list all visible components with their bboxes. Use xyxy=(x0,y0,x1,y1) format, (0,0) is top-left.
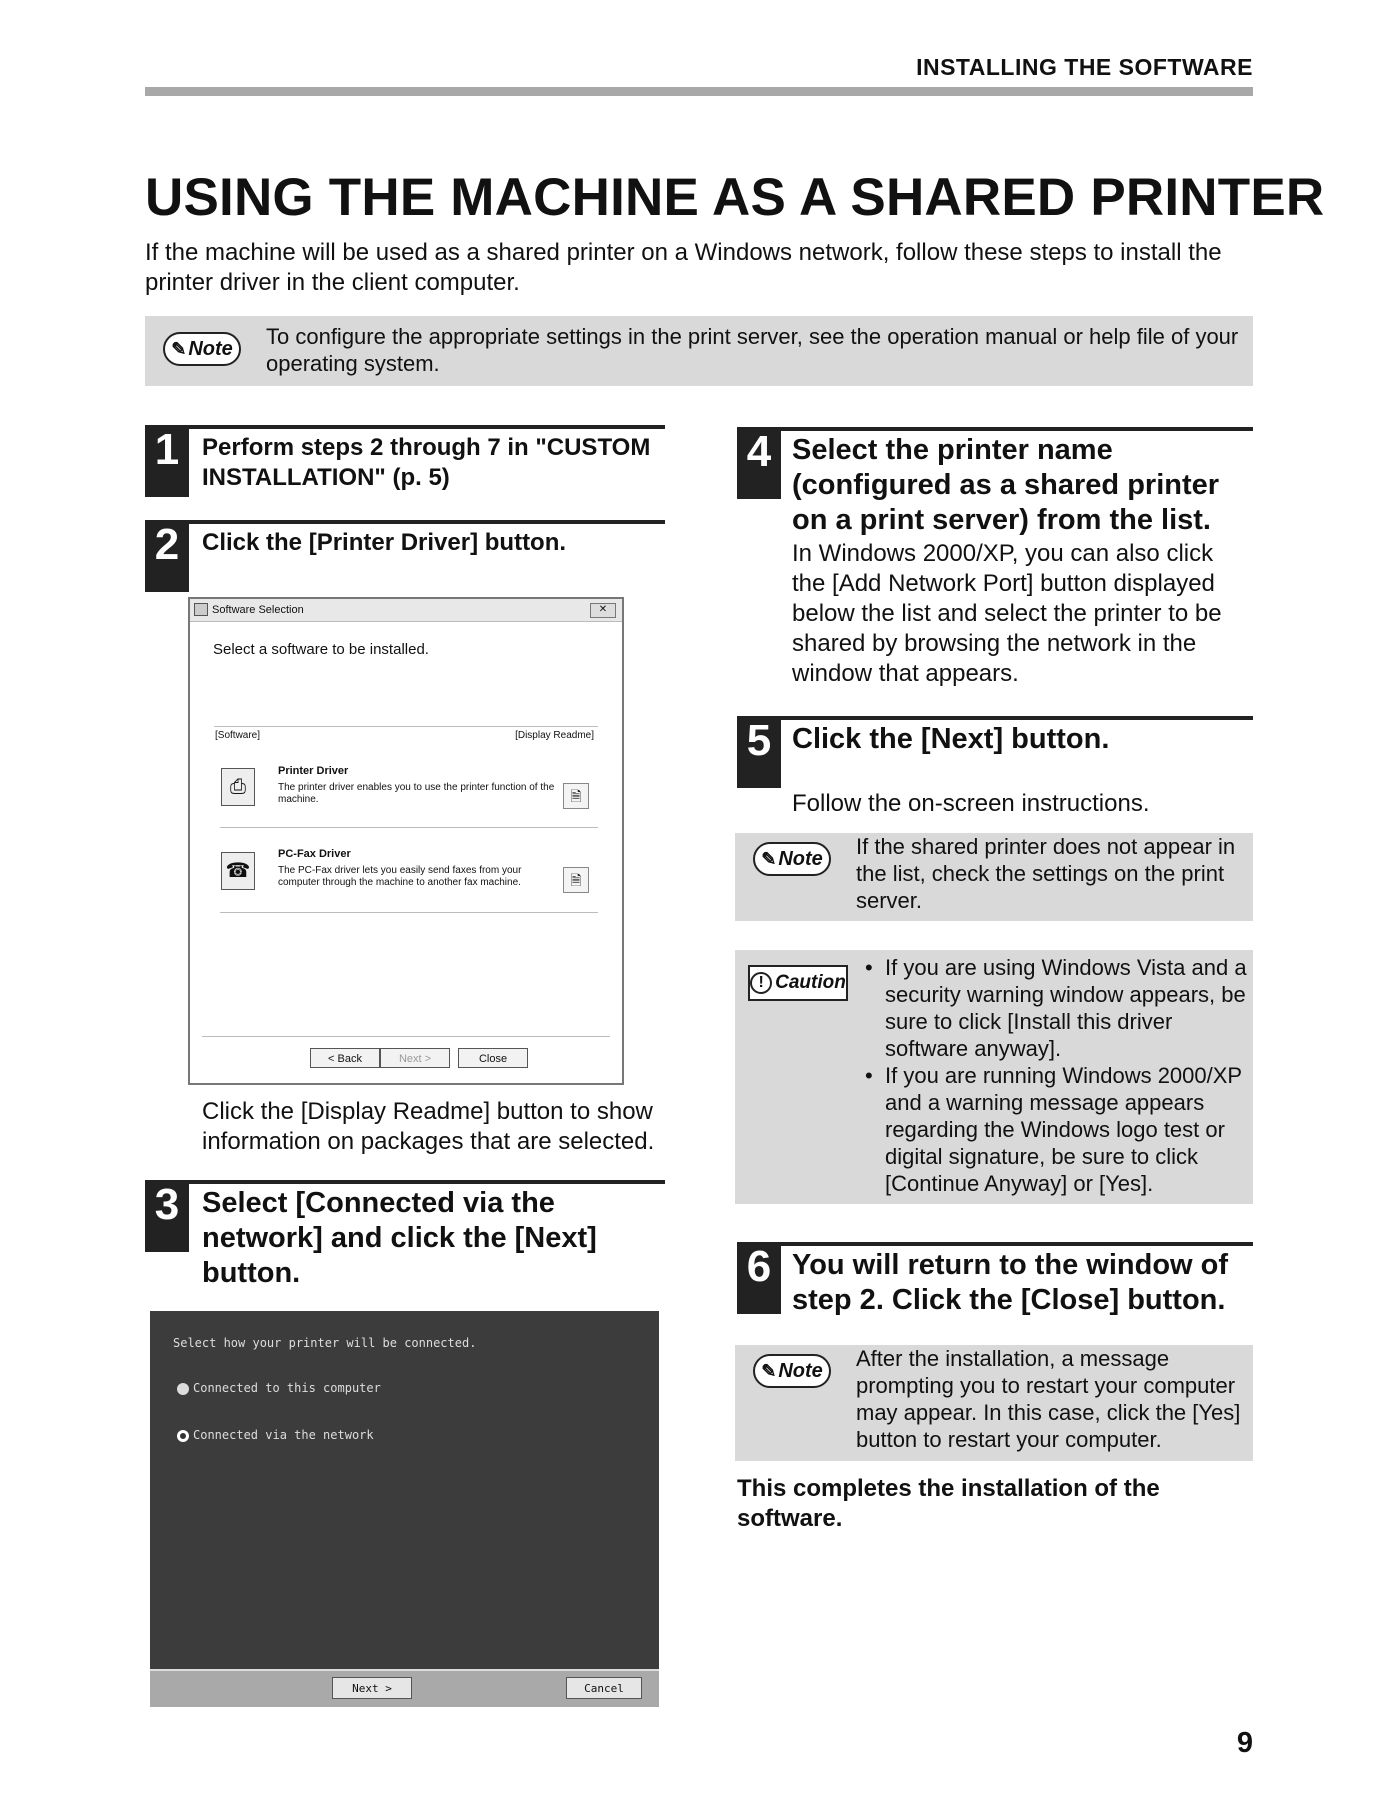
step-6-note-box xyxy=(735,1345,1253,1461)
pc-fax-driver-name[interactable]: PC-Fax Driver xyxy=(278,848,351,860)
caution-badge: ! Caution xyxy=(748,965,848,1001)
step-2-number: 2 xyxy=(145,520,189,592)
step-2-followup: Click the [Display Readme] button to show information on packages that are selected. xyxy=(202,1098,655,1155)
step-6-rule xyxy=(737,1242,1253,1246)
close-icon[interactable]: ✕ xyxy=(590,603,616,618)
printer-driver-desc: The printer driver enables you to use the printer function of the machine. xyxy=(278,782,555,805)
fax-readme-button[interactable] xyxy=(563,867,589,893)
back-button[interactable]: < Back xyxy=(310,1048,380,1068)
divider xyxy=(220,912,598,913)
step-5-title: Click the [Next] button. xyxy=(792,723,1110,755)
step-3-number: 3 xyxy=(145,1180,189,1252)
exclamation-icon: ! xyxy=(750,972,772,994)
step-5-rule xyxy=(737,716,1253,720)
intro-paragraph: If the machine will be used as a shared printer on a Windows network, follow these steps to install the printer driver in the client computer. xyxy=(145,239,1222,296)
next-button[interactable]: Next > xyxy=(380,1048,450,1068)
printer-icon[interactable]: ⎙ xyxy=(221,768,255,806)
radio-via-network[interactable] xyxy=(177,1430,189,1442)
step-3-title: Select [Connected via the network] and click the [Next] button. xyxy=(202,1187,597,1289)
column-display-readme: [Display Readme] xyxy=(515,730,594,741)
step-6-note-text: After the installation, a message prompting you to restart your computer may appear. In this case, click the [Yes] button to restart your computer. xyxy=(856,1346,1241,1452)
connection-type-screenshot xyxy=(150,1311,659,1705)
step-5-number: 5 xyxy=(737,716,781,788)
pen-icon: ✎ xyxy=(761,848,777,869)
running-header: INSTALLING THE SOFTWARE xyxy=(916,54,1253,80)
button-bar xyxy=(150,1669,659,1707)
step-4-body: In Windows 2000/XP, you can also click the [Add Network Port] button displayed below the list and select the printer to be shared by browsing the network in the window that appears. xyxy=(792,540,1222,687)
software-selection-screenshot xyxy=(188,597,624,1085)
app-icon xyxy=(194,603,208,616)
step-1-rule xyxy=(145,425,665,429)
page-number: 9 xyxy=(1236,1727,1253,1759)
step-6-number: 6 xyxy=(737,1242,781,1314)
note-badge: ✎ Note xyxy=(163,332,241,366)
note-badge: ✎ Note xyxy=(753,1354,831,1388)
radio-this-computer[interactable] xyxy=(177,1383,189,1395)
pc-fax-driver-desc: The PC-Fax driver lets you easily send faxes from your computer through the machine to another fax machine. xyxy=(278,865,522,888)
document-icon: 🗎 xyxy=(570,788,582,804)
step-4-title: Select the printer name (configured as a shared printer on a print server) from the list. xyxy=(792,434,1220,536)
fax-icon[interactable]: ☎ xyxy=(221,852,255,890)
step-2-rule xyxy=(145,520,665,524)
header-rule xyxy=(145,87,1253,96)
step-5-body: Follow the on-screen instructions. xyxy=(792,790,1150,817)
option-this-computer[interactable]: Connected to this computer xyxy=(193,1381,381,1395)
connection-prompt: Select how your printer will be connected. xyxy=(173,1336,477,1350)
note-badge: ✎ Note xyxy=(753,842,831,876)
option-via-network[interactable]: Connected via the network xyxy=(193,1428,374,1442)
printer-driver-name[interactable]: Printer Driver xyxy=(278,765,349,777)
column-software: [Software] xyxy=(215,730,261,741)
pen-icon: ✎ xyxy=(171,338,187,359)
step-2-title: Click the [Printer Driver] button. xyxy=(202,529,567,556)
caution-item: • If you are running Windows 2000/XP and a warning message appears regarding the Windows logo test or digital signature, be sure to click [Continue Anyway] or [Yes]. xyxy=(863,1062,1249,1197)
cancel-button[interactable]: Cancel xyxy=(566,1677,642,1699)
close-button[interactable]: Close xyxy=(458,1048,528,1068)
pen-icon: ✎ xyxy=(761,1360,777,1381)
step-5-note-text: If the shared printer does not appear in the list, check the settings on the print server. xyxy=(856,834,1236,913)
caution-list xyxy=(863,954,1249,1197)
step-1-title: Perform steps 2 through 7 in "CUSTOM INSTALLATION" (p. 5) xyxy=(202,434,651,491)
step-5-note-box xyxy=(735,833,1253,921)
step-6-title: You will return to the window of step 2. Click the [Close] button. xyxy=(792,1249,1229,1316)
divider xyxy=(220,827,598,828)
note-text: To configure the appropriate settings in the print server, see the operation manual or help file of your operating system. xyxy=(266,324,1239,376)
step-1-number: 1 xyxy=(145,425,189,497)
completion-text: This completes the installation of the software. xyxy=(737,1475,1160,1532)
divider xyxy=(214,726,598,727)
printer-readme-button[interactable] xyxy=(563,783,589,809)
software-prompt: Select a software to be installed. xyxy=(213,641,429,658)
window-titlebar: Software Selection ✕ xyxy=(190,599,622,622)
note-box xyxy=(145,316,1253,386)
step-4-number: 4 xyxy=(737,427,781,499)
document-icon: 🗎 xyxy=(570,872,582,888)
step-4-rule xyxy=(737,427,1253,431)
step-3-rule xyxy=(145,1180,665,1184)
caution-item: • If you are using Windows Vista and a security warning window appears, be sure to click [Install this driver software anyway]. xyxy=(863,954,1249,1062)
divider xyxy=(202,1036,610,1037)
page-title: USING THE MACHINE AS A SHARED PRINTER xyxy=(145,168,1325,227)
caution-box xyxy=(735,950,1253,1204)
next-button[interactable]: Next > xyxy=(332,1677,412,1699)
